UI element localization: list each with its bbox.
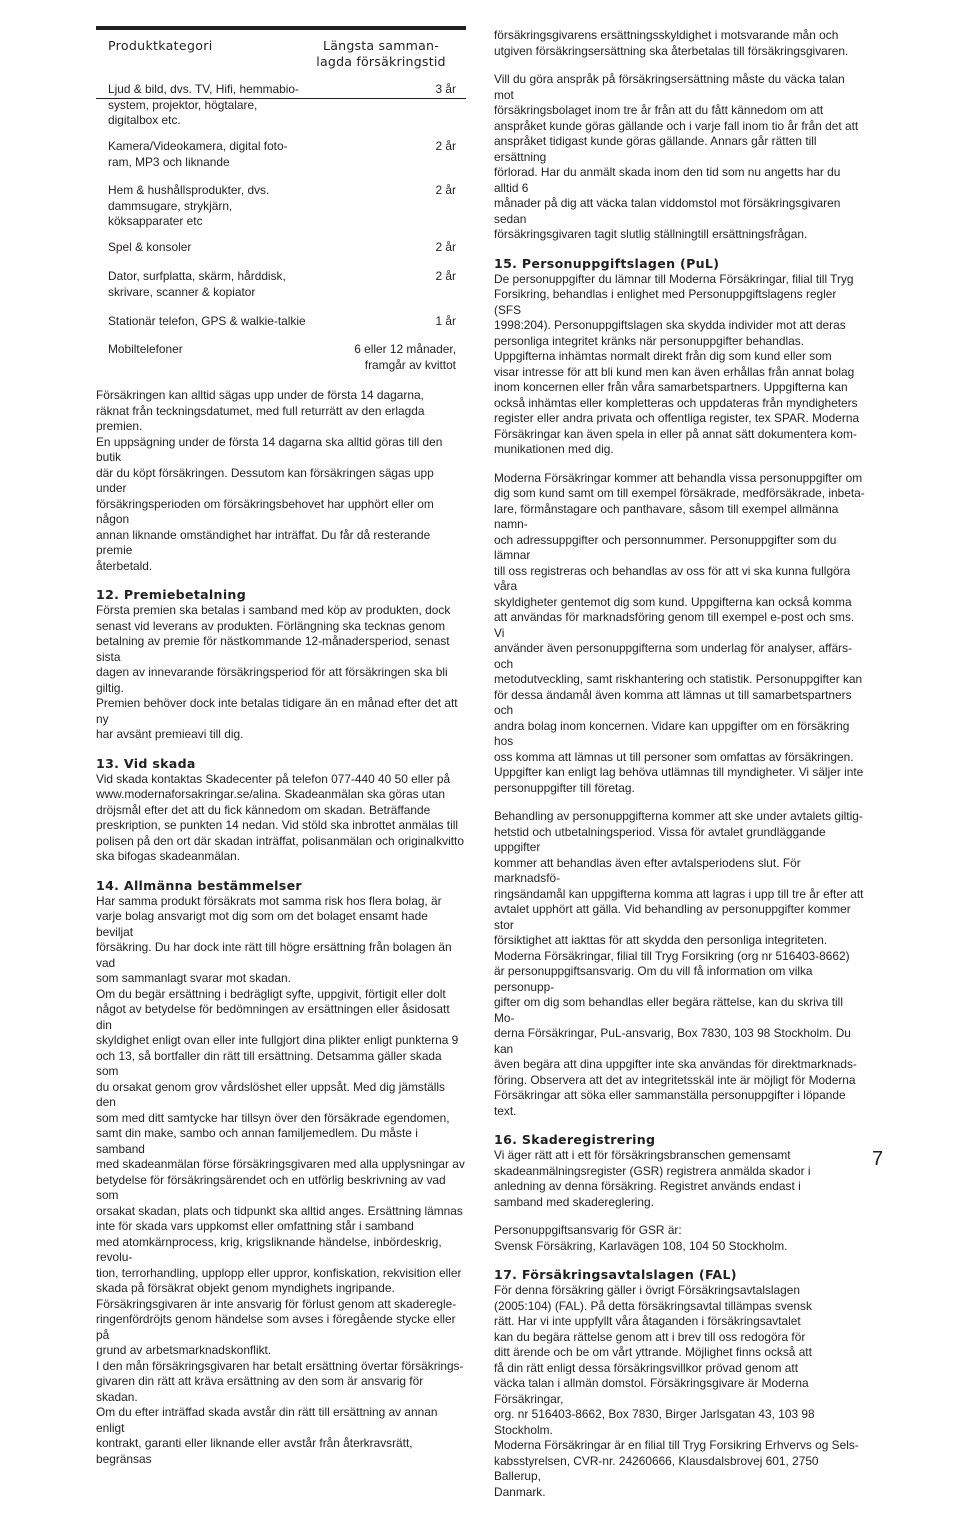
section-16-paragraph-2: Personuppgiftsansvarig för GSR är: Svensk Försäkring, Karlavägen 108, 104 50 Stockholm. — [494, 1223, 788, 1253]
table-top-rule — [96, 26, 466, 30]
right-column — [494, 28, 866, 1513]
claims-limitation-paragraph: Vill du göra anspråk på försäkringsersättning måste du väcka talan mot försäkringsbolaget inom tre år från att du fått kännedom om att anspråket kunde göras gällande och i varje fall inom tio år från det att anspråket tidigast kunde göras gällande. Annars går rätten till ersättning förlorad. Har du anmält skada inom den tid som nu angetts har du alltid 6 månader på dig att väcka talan viddomstol mot försäkringsgivaren sedan försäkringsgivaren tagit slutlig ställningtill ersättningsfrågan. — [494, 72, 859, 241]
product-category-table — [96, 26, 466, 376]
table-row-length: 2 år — [435, 240, 456, 254]
table-row-category: Hem & hushållsprodukter, dvs. dammsugare, strykjärn, köksapparater etc — [108, 183, 270, 228]
section-12-text: Första premien ska betalas i samband med köp av produkten, dock senast vid leverans av produkten. Förlängning ska tecknas genom betalning av premie för nästkommande 12-månadersperiod, senast sista dagen av innevarande försäkringsperiod för att försäkringen ska bli giltig. Premien behöver dock inte betalas tidigare än en månad efter det att ny har avsänt premieavi till dig. — [96, 603, 458, 741]
table-row-length: 2 år — [435, 183, 456, 197]
section-13-title: 13. Vid skada — [96, 755, 196, 771]
section-12-title: 12. Premiebetalning — [96, 587, 247, 602]
table-row-category: Spel & konsoler — [108, 240, 192, 254]
table-header-length: Längsta samman- lagda försäkringstid — [316, 38, 446, 69]
table-row-category: Mobiltelefoner — [108, 342, 183, 356]
section-14-title: 14. Allmänna bestämmelser — [96, 877, 302, 893]
table-row-category: Dator, surfplatta, skärm, hårddisk, skrivare, scanner & kopiator — [108, 269, 286, 299]
table-row-length: 2 år — [435, 139, 456, 153]
section-17-title: 17. Försäkringsavtalslagen (FAL) — [494, 1267, 737, 1282]
section-15-text: De personuppgifter du lämnar till Moderna Försäkringar, filial till Tryg Forsikring, behandlas i enlighet med Personuppgiftslagens regler (SFS 1998:204). Personuppgiftslagen ska skydda individer mot att deras personliga integritet kränks när personuppgifter behandlas. Uppgifterna inhämtas normalt direkt från dig som kund eller som visar intresse för att bli kund men kan även erhållas från annat bolag inom koncernen eller från våra samarbetspartners. Uppgifterna kan också inhämtas eller kompletteras och uppdateras från myndigheters register eller andra privata och offentliga register, tex SPAR. Moderna Försäkringar kan även spela in eller på annat sätt dokumentera kom- munikationen med dig. — [494, 271, 860, 456]
table-row-length: 3 år — [435, 82, 456, 96]
table-row-category: Ljud & bild, dvs. TV, Hifi, hemmabio- system, projektor, högtalare, digitalbox etc. — [108, 82, 299, 127]
section-16-title: 16. Skaderegistrering — [494, 1132, 656, 1147]
table-header-category: Produktkategori — [108, 38, 213, 53]
section-15-paragraph-3: Behandling av personuppgifterna kommer att ske under avtalets giltig- hetstid och utbetalningsperiod. Vissa för avtalet grundläggande uppgifter kommer att behandlas även efter avtalsperiodens slut. För marknadsfö- ringsändamål kan uppgifterna komma att lagras i upp till tre år efter att avtalet upphört att gälla. Vid behandling av personuppgifter kommer stor försiktighet att iakttas för att skydda den personliga integriteten. Moderna Försäkringar, filial till Tryg Forsikring (org nr 516403-8662) är personuppgiftsansvarig. Om du vill få information om vilka personupp- gifter om dig som behandlas eller begära rättelse, kan du skriva till Mo- derna Försäkringar, PuL-ansvarig, Box 7830, 103 98 Stockholm. Du kan även begära att dina uppgifter inte ska användas för direktmarknads- föring. Observera att det av integritetsskäl inte är möjligt för Moderna Försäkringar att söka eller sammanställa personuppgifter i löpande text. — [494, 809, 864, 1118]
table-row-length: 2 år — [435, 269, 456, 283]
table-row-length: 1 år — [435, 314, 456, 328]
table-row-category: Kamera/Videokamera, digital foto- ram, MP3 och liknande — [108, 139, 288, 169]
left-column — [96, 26, 466, 1480]
section-13-text: Vid skada kontaktas Skadecenter på telefon 077-440 40 50 eller på www.modernaforsakringar.se/alina. Skadeanmälan ska göras utan dröjsmål efter det att du fick kännedom om skadan. Beträffande preskription, se punkten 14 nedan. Vid stöld ska inbrottet anmälas till polisen på den ort där skadan inträffat, polisanmälan och originalkvitto ska bifogas skadeanmälan. — [96, 771, 464, 863]
left-body-text — [96, 388, 466, 1467]
section-17-text: För denna försäkring gäller i övrigt Försäkringsavtalslagen (2005:104) (FAL). På detta försäkringsavtal tillämpas svensk rätt. Har vi inte uppfyllt våra åtaganden i försäkringsavtalet kan du begära rättelse genom att i brev till oss redogöra för ditt ärende och be om vårt yttrande. Möjlighet finns också att få din rätt enligt dessa försäkringsvillkor prövad genom att väcka talan i allmän domstol. Försäkringsgivare är Moderna Försäkringar, org. nr 516403-8662, Box 7830, Birger Jarlsgatan 43, 103 98 Stockholm. Moderna Försäkringar är en filial till Tryg Forsikring Erhvervs og Sels- kabsstyrelsen, CVR-nr. 24260666, Klausdalsbrovej 601, 2750 Ballerup, Danmark. — [494, 1283, 859, 1499]
section-15-title: 15. Personuppgiftslagen (PuL) — [494, 255, 720, 271]
cancellation-paragraph: Försäkringen kan alltid sägas upp under de första 14 dagarna, räknat från teckningsdatumet, med full returrätt av den erlagda premien. En uppsägning under de första 14 dagarna ska alltid göras till den butik där du köpt försäkringen. Dessutom kan försäkringen sägas upp under försäkringsperioden om försäkringsbehovet har upphört eller om någon annan liknande omständighet har inträffat. Du får då resterande premie återbetald. — [96, 388, 443, 573]
table-row-length: 6 eller 12 månader, framgår av kvittot — [354, 342, 456, 372]
section-14-text: Har samma produkt försäkrats mot samma risk hos flera bolag, är varje bolag ansvarigt mot dig som om det bolaget ensamt hade beviljat försäkring. Du har dock inte rätt till högre ersättning från bolagen än vad som sammanlagt svarar mot skadan. Om du begär ersättning i bedrägligt syfte, uppgivit, förtigit eller dolt något av betydelse för bedömningen av ersättningen eller åsidosatt din skyldighet enligt ovan eller inte fullgjort dina plikter enligt punkterna 9 och 13, så bortfaller din rätt till ersättning. Detsamma gäller skada som du orsakat genom grov vårdslöshet eller uppsåt. Med dig jämställs den som med ditt samtycke har tillsyn över den försäkrade egendomen, samt din make, sambo och annan familjemedlem. Du måste i samband med skadeanmälan förse försäkringsgivaren med alla upplysningar av betydelse för försäkringsärendet och en utförlig beskrivning av vad som orsakat skadan, plats och tidpunkt ska alltid anges. Ersättning lämnas inte för skada vars uppkomst eller omfattning står i samband med atomkärnprocess, krig, krigsliknande händelse, inbördeskrig, revolu- tion, terrorhandling, upplopp eller uppror, konfiskation, rekvisition eller skada på försäkrat objekt genom myndighets ingripande. Försäkringsgivaren är inte ansvarig för förlust genom att skaderegle- ringenfördröjts genom händelse som avses i föregående stycke eller på grund av arbetsmarknadskonflikt. I den mån försäkringsgivaren har betalt ersättning övertar försäkrings- givaren din rätt att kräva ersättning av den som är ansvarig för skadan. Om du efter inträffad skada avstår din rätt till ersättning av annan enligt kontrakt, garanti eller liknande eller avstår från återkravsrätt, begränsas — [96, 893, 465, 1466]
page-number: 7 — [872, 1148, 884, 1170]
table-row-category: Stationär telefon, GPS & walkie-talkie — [108, 314, 306, 328]
continuation-paragraph: försäkringsgivarens ersättningsskyldighet i motsvarande mån och utgiven försäkringsersättning ska återbetalas till försäkringsgivaren. — [494, 28, 849, 58]
section-16-text: Vi äger rätt att i ett för försäkringsbranschen gemensamt skadeanmälningsregister (GSR) registrera anmälda skador i anledning av denna försäkring. Registret används endast i samband med skadereglering. — [494, 1148, 811, 1209]
section-15-paragraph-2: Moderna Försäkringar kommer att behandla vissa personuppgifter om dig som kund samt om till exempel försäkrade, medförsäkrade, inbeta- lare, förmånstagare och panthavare, såsom till exempel allmänna namn- och adressuppgifter och personnummer. Personuppgifter som du lämnar till oss registreras och behandlas av oss för att vi ska kunna fullgöra våra skyldigheter gentemot dig som kund. Uppgifterna kan också komma att användas för marknadsföring genom till exempel e-post och sms. Vi använder även personuppgifterna som underlag för analyser, affärs- och metodutveckling, samt riskhantering och statistik. Personuppgifter kan för dessa ändamål även komma att lämnas ut till samarbetspartners och andra bolag inom koncernen. Vidare kan uppgifter om en försäkring hos oss komma att lämnas ut till personer som omfattas av försäkringen. Uppgifter kan enligt lag behöva utlämnas till myndigheter. Vi säljer inte personuppgifter till företag. — [494, 470, 865, 795]
